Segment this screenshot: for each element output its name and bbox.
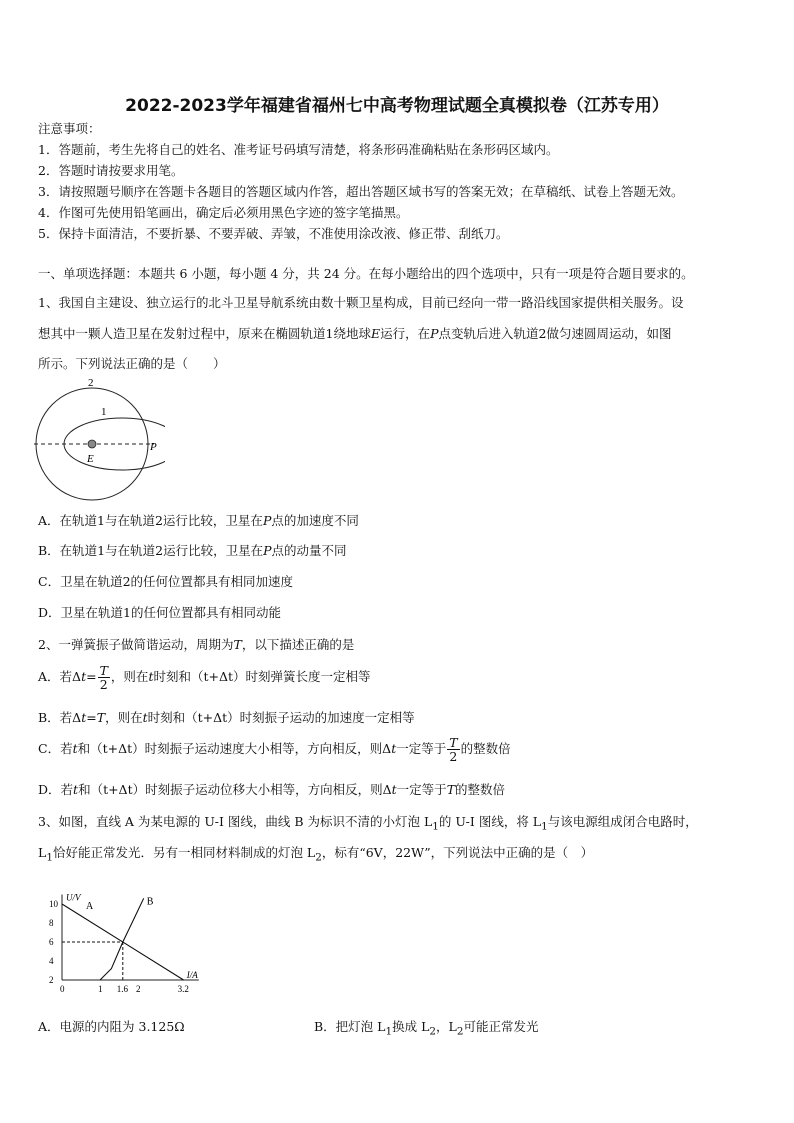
notice-item: 5．保持卡面清洁，不要折暴、不要弄破、弄皱，不准使用涂改液、修正带、刮纸刀。 (38, 226, 509, 241)
earth-dot (88, 440, 96, 448)
notice-item: 1．答题前，考生先将自己的姓名、准考证号码填写清楚，将条形码准确粘贴在条形码区域内。 (38, 142, 559, 157)
y-tick-label: 6 (49, 937, 54, 947)
x-tick-label: 0 (60, 984, 65, 994)
y-tick-label: 10 (49, 899, 58, 909)
ui-graph (38, 874, 208, 1000)
series-b-curve (100, 898, 144, 980)
series-b-label: B (146, 896, 154, 908)
q2-option-a: A．若Δt= $\frac{T}{2}$ ，则在t时刻和（t+Δt）时刻弹簧长度一定相等 (38, 663, 371, 692)
q1-stem-line3: 所示。下列说法正确的是（ ） (38, 356, 226, 371)
x-tick-label: 1 (98, 984, 103, 994)
q1-option-d: D．卫星在轨道1的任何位置都具有相同动能 (38, 605, 281, 620)
q3-option-b: B．把灯泡 $L_1$换成 $L_2$，$L_2$可能正常发光 (314, 1019, 539, 1038)
orbit-1-label: 1 (101, 406, 107, 418)
notice-heading: 注意事项： (38, 121, 101, 136)
x-tick-label: 3.2 (177, 984, 189, 994)
y-axis-label: U/V (66, 892, 81, 903)
notice-item: 2．答题时请按要求用笔。 (38, 163, 184, 178)
q2-stem: 2、一弹簧振子做简谐运动，周期为T，以下描述正确的是 (38, 637, 355, 652)
point-p-label: P (150, 441, 157, 453)
earth-label: E (87, 453, 94, 465)
orbit-2-label: 2 (88, 377, 94, 389)
q1-stem-line1: 1、我国自主建设、独立运行的北斗卫星导航系统由数十颗卫星构成，目前已经向一带一路沿线国家提供相关服务。设 (38, 295, 684, 310)
q2-option-c: C．若t和（t+Δt）时刻振子运动速度大小相等，方向相反，则Δt一定等于 $\frac{T}{2}$ 的整数倍 (38, 735, 511, 764)
q3-stem-line2: $L_1$恰好能正常发光．另有一相同材料制成的灯泡 $L_2$，标有“6V，22W”，下列说法中正确的是（ ） (38, 845, 594, 864)
q1-option-b: B．在轨道1与在轨道2运行比较，卫星在P点的动量不同 (38, 543, 347, 558)
y-tick-label: 2 (49, 975, 54, 985)
x-tick-label: 2 (136, 984, 141, 994)
notice-item: 4．作图可先使用铅笔画出，确定后必须用黑色字迹的签字笔描黑。 (38, 205, 409, 220)
notice-item: 3．请按照题号顺序在答题卡各题目的答题区域内作答，超出答题区域书写的答案无效；在草稿纸、试卷上答题无效。 (38, 184, 684, 199)
page-title: 2022-2023学年福建省福州七中高考物理试题全真模拟卷（江苏专用） (125, 96, 669, 116)
y-tick-label: 4 (49, 956, 54, 966)
x-axis-label: I/A (186, 970, 198, 980)
q1-option-c: C．卫星在轨道2的任何位置都具有相同加速度 (38, 574, 294, 589)
q2-option-d: D．若t和（t+Δt）时刻振子运动位移大小相等，方向相反，则Δt一定等于T的整数倍 (38, 782, 506, 797)
series-a-label: A (86, 901, 94, 912)
y-tick-label: 8 (49, 918, 54, 928)
x-tick-label: 1.6 (116, 984, 129, 994)
q3-stem-line1: 3、如图，直线 A 为某电源的 U-I 图线，曲线 B 为标识不清的小灯泡 $L_1$的 U-I 图线，将 $L_1$与该电源组成闭合电路时， (38, 814, 698, 833)
q2-option-b: B．若Δt=T，则在t时刻和（t+Δt）时刻振子运动的加速度一定相等 (38, 710, 415, 725)
fraction-t-over-2: $\frac{T}{2}$ (99, 663, 108, 692)
orbit-figure (30, 376, 165, 511)
fraction-t-over-2: $\frac{T}{2}$ (449, 735, 458, 764)
q1-stem-line2: 想其中一颗人造卫星在发射过程中，原来在椭圆轨道1绕地球E运行，在P点变轨后进入轨道2做匀速圆周运动，如图 (38, 326, 672, 341)
q1-option-a: A．在轨道1与在轨道2运行比较，卫星在P点的加速度不同 (38, 513, 359, 528)
section-heading: 一、单项选择题：本题共 6 小题，每小题 4 分，共 24 分。在每小题给出的四个选项中，只有一项是符合题目要求的。 (38, 266, 694, 281)
q3-option-a: A．电源的内阻为 3.125Ω (38, 1019, 185, 1034)
